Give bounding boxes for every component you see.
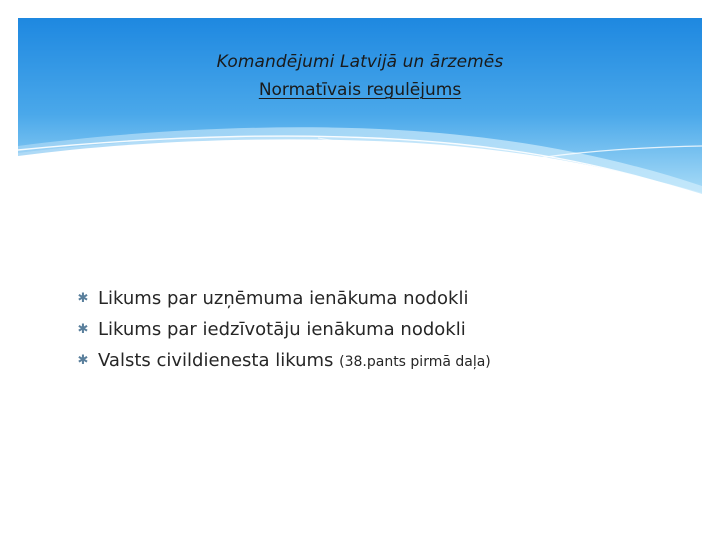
slide-title (18, 48, 702, 104)
header-banner (18, 18, 702, 208)
bullet-text-note: (38.pants pirmā daļa) (339, 354, 491, 370)
title-main: Komandējumi Latvijā un ārzemēs (216, 52, 504, 72)
bullet-item (76, 314, 491, 345)
asterisk-bullet-icon: ✱ (77, 291, 89, 306)
bullet-text: Valsts civildienesta likums (98, 350, 340, 371)
asterisk-bullet-icon: ✱ (77, 322, 89, 337)
asterisk-bullet-icon: ✱ (77, 353, 89, 368)
title-subtitle-link[interactable]: Normatīvais regulējums (258, 80, 462, 100)
banner-wave-graphic (18, 18, 702, 208)
bullet-text: Likums par iedzīvotāju ienākuma nodokli (98, 319, 466, 340)
bullet-item (76, 345, 491, 378)
bullet-text: Likums par uzņēmuma ienākuma nodokli (98, 288, 469, 309)
bullet-list (76, 283, 491, 378)
bullet-item (76, 283, 491, 314)
